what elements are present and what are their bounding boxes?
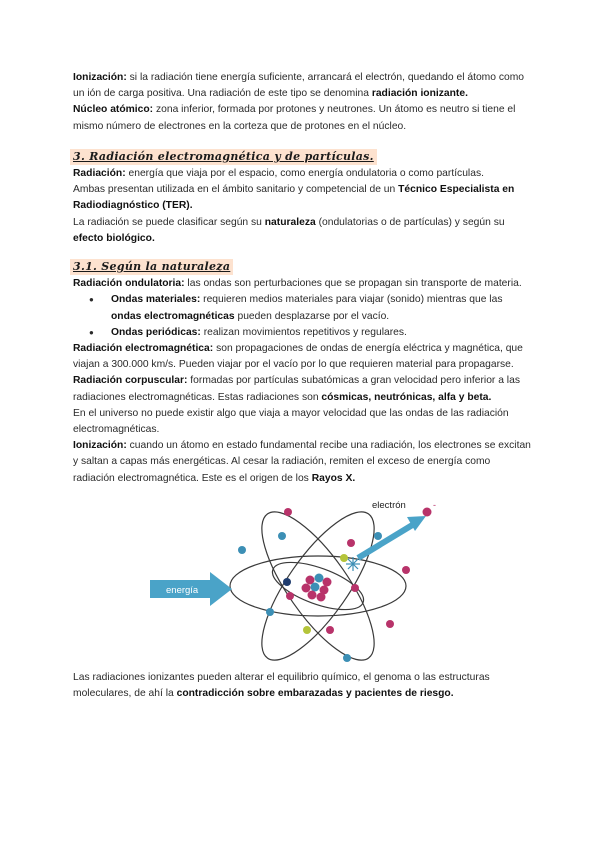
s31-universo (73, 406, 533, 438)
proton (317, 593, 326, 602)
orbits (230, 498, 406, 668)
neutron (315, 574, 324, 583)
s3-radiacion (73, 166, 533, 182)
electron-sign: - (433, 500, 436, 510)
electron (283, 578, 291, 586)
term-ondulatoria: Radiación ondulatoria: (73, 278, 185, 290)
s31-electromagnetica (73, 341, 533, 373)
term-ondas-materiales: Ondas materiales: (111, 294, 201, 306)
text: zona inferior, formada por protones y neutrones. Un átomo es neutro si tiene el mismo número de electrones en la corteza que de protones en el núcleo. (73, 104, 516, 132)
intro-ionizacion (73, 70, 533, 102)
s31-corpuscular (73, 373, 533, 405)
bold-rayos-x: Rayos X. (311, 472, 356, 484)
orbit (243, 498, 393, 668)
text: En el universo no puede existir algo que viaja a mayor velocidad que las ondas de las radiación electromagnéticas. (73, 407, 509, 436)
intro-nucleo (73, 102, 533, 134)
term-radiacion: Radiación: (73, 168, 126, 180)
neutron (311, 583, 320, 592)
text: Ambas presentan utilizada en el ámbito sanitario y competencial de un (73, 184, 399, 196)
text: La radiación se puede clasificar según su (73, 216, 265, 228)
text: (ondulatorias o de partículas) y según su (315, 216, 505, 228)
page-content (73, 70, 533, 487)
term-em: Radiación electromagnética: (73, 343, 214, 355)
list-item (99, 292, 533, 324)
orbit (243, 498, 393, 668)
electron (238, 546, 246, 554)
electron (284, 508, 292, 516)
text: las ondas son perturbaciones que se propagan sin transporte de materia. (184, 278, 522, 290)
electron (351, 584, 359, 592)
electron (266, 608, 274, 616)
bold-ter: Técnico Especialista en Radiodiagnóstico (TER). (73, 184, 515, 212)
text: Las radiaciones ionizantes pueden alterar el equilibrio químico, el genoma o las estructuras moleculares, de ahí la (73, 672, 490, 700)
electron (326, 626, 334, 634)
text: realizan movimientos repetitivos y regulares. (200, 326, 407, 338)
section-3-title: 3. Radiación electromagnética y de partículas. (70, 149, 377, 165)
text: cuando un átomo en estado fundamental recibe una radiación, los electrones se excitan y saltan a capas más energéticas. Al cesar la radiación, remiten el exceso de energía como radiación electromagnética. Este es el origen de los (73, 440, 531, 484)
electron (278, 532, 286, 540)
electron (340, 554, 348, 562)
bold-efecto: efecto biológico. (73, 232, 155, 244)
bold-ondas-em: ondas electromagnéticas (111, 310, 235, 322)
bold-contradiccion: contradicción sobre embarazadas y pacientes de riesgo. (176, 688, 454, 700)
closing-text (73, 670, 533, 702)
text: son propagaciones de ondas de energía eléctrica y magnética, que viajan a 300.000 km/s. Pueden viajar por el vacío por lo que requieren material para propagarse. (73, 343, 523, 371)
energy-arrow (150, 572, 232, 606)
bold-radiacion-ionizante: radiación ionizante. (371, 88, 468, 100)
term-ionizacion: Ionización: (73, 72, 127, 83)
electron (386, 620, 394, 628)
s31-ionizacion (73, 438, 533, 487)
bold-naturaleza: naturaleza (264, 216, 316, 228)
text: si la radiación tiene energía suficiente, arrancará el electrón, quedando el átomo como un ión de carga positiva. Una radiación de este tipo se denomina (73, 72, 525, 100)
electron (343, 654, 351, 662)
term-corpuscular: Radiación corpuscular: (73, 375, 188, 387)
term-nucleo: Núcleo atómico: (73, 104, 154, 116)
ejection-spark (346, 557, 360, 571)
electron (303, 626, 311, 634)
electron (286, 592, 294, 600)
atom-ionization-diagram (150, 498, 445, 668)
bold-tipos: cósmicas, neutrónicas, alfa y beta. (321, 391, 492, 403)
energy-label: energía (166, 585, 199, 596)
electron (347, 539, 355, 547)
text: pueden desplazarse por el vacío. (234, 310, 390, 322)
term-ionizacion-2: Ionización: (73, 440, 127, 452)
nucleus (302, 574, 332, 602)
wave-types-list (73, 292, 533, 341)
text: formadas por partículas subatómicas a gran velocidad pero inferior a las radiaciones electromagnéticas. Estas radiaciones son (73, 375, 520, 403)
proton (308, 591, 317, 600)
proton (302, 584, 311, 593)
s3-ambas (73, 182, 533, 214)
list-item (99, 325, 533, 341)
proton (323, 578, 332, 587)
ejected-electron (423, 508, 432, 517)
electron (374, 532, 382, 540)
text: energía que viaja por el espacio, como energía ondulatoria o como partículas. (125, 168, 484, 180)
term-ondas-periodicas: Ondas periódicas: (111, 326, 201, 338)
s3-clasificar (73, 215, 533, 247)
ejection-arrow (358, 516, 426, 558)
s31-ondulatoria (73, 276, 533, 292)
text: requieren medios materiales para viajar (sonido) mientras que las (200, 294, 503, 306)
closing-paragraph (73, 670, 533, 702)
electron (402, 566, 410, 574)
electron-label: electrón (372, 500, 406, 511)
section-3-1-title: 3.1. Según la naturaleza (70, 259, 233, 275)
